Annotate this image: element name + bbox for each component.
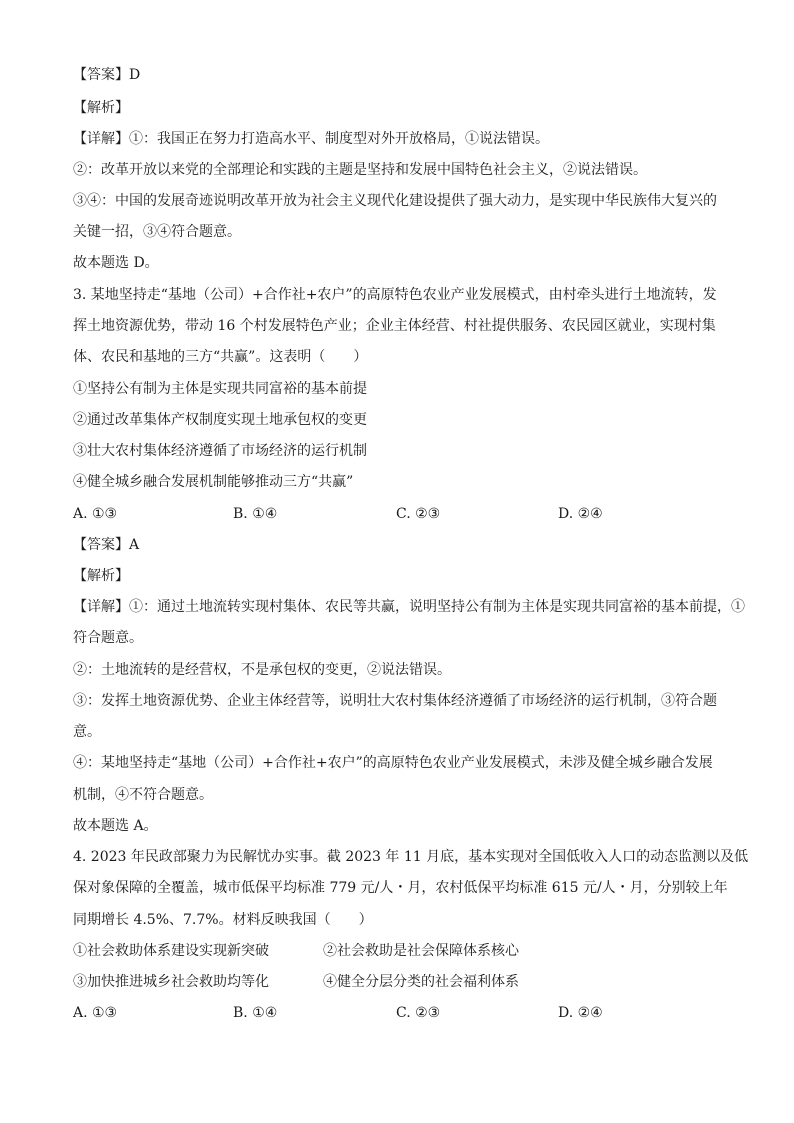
q4-statement: ③加快推进城乡社会救助均等化 xyxy=(73,974,269,990)
q4-stem-line: 4. 2023 年民政部聚力为民解忧办实事。截 2023 年 11 月底，基本实现对全国低收入人口的动态监测以及低 xyxy=(73,849,749,865)
q3-detail-line: ③：发挥土地资源优势、企业主体经营等，说明壮大农村集体经济遵循了市场经济的运行机制，③符合题 xyxy=(73,693,717,709)
q4-stem-line: 同期增长 4.5%、7.7%。材料反映我国（ ） xyxy=(73,912,373,928)
q3-detail-line: ④：某地坚持走“基地（公司）+合作社+农户”的高原特色农业产业发展模式，未涉及健全城乡融合发展 xyxy=(73,755,713,771)
q3-statement: ①坚持公有制为主体是实现共同富裕的基本前提 xyxy=(73,381,367,397)
q3-detail-line: 【详解】①：通过土地流转实现村集体、农民等共赢，说明坚持公有制为主体是实现共同富裕的基本前提，① xyxy=(73,599,745,615)
q4-statement: ②社会救助是社会保障体系核心 xyxy=(323,943,519,959)
q4-option-a: A. ①③ xyxy=(73,1005,118,1021)
q4-option-c: C. ②③ xyxy=(396,1005,441,1021)
q4-option-b: B. ①④ xyxy=(233,1005,278,1021)
q3-detail-line: ②：土地流转的是经营权，不是承包权的变更，②说法错误。 xyxy=(73,662,451,678)
q2-analysis-label: 【解析】 xyxy=(73,100,129,116)
q3-answer: 【答案】A xyxy=(73,537,140,553)
q3-analysis-label: 【解析】 xyxy=(73,568,129,584)
q4-statement: ④健全分层分类的社会福利体系 xyxy=(323,974,519,990)
q3-stem-line: 挥土地资源优势，带动 16 个村发展特色产业；企业主体经营、村社提供服务、农民园区就业，实现村集 xyxy=(73,318,716,334)
q4-stem-line: 保对象保障的全覆盖，城市低保平均标准 779 元/人・月，农村低保平均标准 615 元/人・月，分别较上年 xyxy=(73,880,728,896)
q3-stem-line: 体、农民和基地的三方“共赢”。这表明（ ） xyxy=(73,349,368,365)
q3-detail-line: 符合题意。 xyxy=(73,630,143,646)
q3-detail-line: 机制，④不符合题意。 xyxy=(73,787,213,803)
q2-detail-line: ③④：中国的发展奇迹说明改革开放为社会主义现代化建设提供了强大动力，是实现中华民族伟大复兴的 xyxy=(73,193,717,209)
q3-detail-line: 意。 xyxy=(73,724,101,740)
q2-detail-line: 【详解】①：我国正在努力打造高水平、制度型对外开放格局，①说法错误。 xyxy=(73,131,549,147)
q3-statement: ③壮大农村集体经济遵循了市场经济的运行机制 xyxy=(73,443,367,459)
q4-statement: ①社会救助体系建设实现新突破 xyxy=(73,943,269,959)
q3-option-a: A. ①③ xyxy=(73,506,118,522)
q2-detail-line: ②：改革开放以来党的全部理论和实践的主题是坚持和发展中国特色社会主义，②说法错误。 xyxy=(73,162,647,178)
q2-detail-line: 关键一招，③④符合题意。 xyxy=(73,224,241,240)
q3-statement: ④健全城乡融合发展机制能够推动三方“共赢” xyxy=(73,474,354,490)
q3-statement: ②通过改革集体产权制度实现土地承包权的变更 xyxy=(73,412,367,428)
q3-detail-line: 故本题选 A。 xyxy=(73,818,158,834)
q3-option-d: D. ②④ xyxy=(558,506,603,522)
q2-answer: 【答案】D xyxy=(73,67,141,83)
q2-detail-line: 故本题选 D。 xyxy=(73,255,159,271)
q3-option-b: B. ①④ xyxy=(233,506,278,522)
q3-stem-line: 3. 某地坚持走“基地（公司）+合作社+农户”的高原特色农业产业发展模式，由村牵头进行土地流转，发 xyxy=(73,287,717,303)
q3-option-c: C. ②③ xyxy=(396,506,441,522)
q4-option-d: D. ②④ xyxy=(558,1005,603,1021)
